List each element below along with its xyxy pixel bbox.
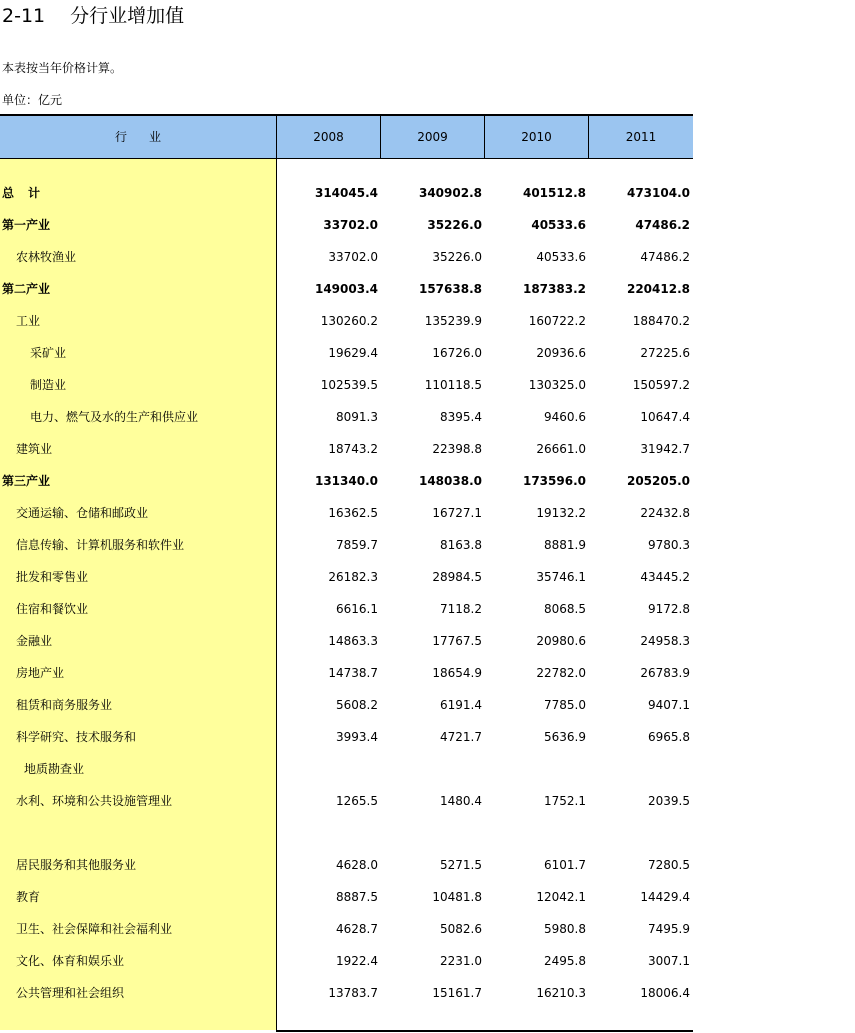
row-value: 33702.0	[328, 250, 378, 264]
table-row	[0, 657, 693, 689]
row-value: 26661.0	[536, 442, 586, 456]
row-label: 科学研究、技术服务和	[16, 730, 137, 744]
row-value: 26182.3	[328, 570, 378, 584]
row-label: 制造业	[30, 378, 67, 392]
row-value: 2231.0	[440, 954, 482, 968]
row-value: 7785.0	[544, 698, 586, 712]
row-value: 2039.5	[648, 794, 690, 808]
row-value: 22398.8	[432, 442, 482, 456]
row-value: 9407.1	[648, 698, 690, 712]
row-value: 19132.2	[536, 506, 586, 520]
row-label: 租赁和商务服务业	[16, 698, 113, 712]
row-value: 1265.5	[336, 794, 378, 808]
row-value: 31942.7	[640, 442, 690, 456]
row-value: 13783.7	[328, 986, 378, 1000]
page-title: 2-11 分行业增加值	[2, 5, 185, 27]
row-value: 10481.8	[432, 890, 482, 904]
row-value: 6965.8	[648, 730, 690, 744]
row-value: 28984.5	[432, 570, 482, 584]
row-value: 130260.2	[320, 314, 378, 328]
row-label: 房地产业	[16, 666, 65, 680]
unit-note: 单位：亿元	[2, 93, 63, 107]
row-label: 公共管理和社会组织	[16, 986, 125, 1000]
row-value: 1752.1	[544, 794, 586, 808]
row-value: 401512.8	[522, 186, 586, 200]
row-value: 8887.5	[336, 890, 378, 904]
table-row	[0, 337, 693, 369]
row-value: 4628.0	[336, 858, 378, 872]
row-value: 43445.2	[640, 570, 690, 584]
table-row	[0, 529, 693, 561]
row-label: 总计	[2, 186, 55, 200]
table-row	[0, 561, 693, 593]
row-value: 160722.2	[528, 314, 586, 328]
row-value: 5608.2	[336, 698, 378, 712]
table-row	[0, 273, 693, 305]
row-label: 居民服务和其他服务业	[16, 858, 137, 872]
row-label: 教育	[16, 890, 41, 904]
table-row	[0, 593, 693, 625]
value-added-table	[0, 114, 693, 1032]
row-value: 7280.5	[648, 858, 690, 872]
row-value: 14429.4	[640, 890, 690, 904]
header-year-2011: 2011	[588, 116, 693, 158]
row-value: 3007.1	[648, 954, 690, 968]
row-label: 批发和零售业	[16, 570, 89, 584]
row-label: 农林牧渔业	[16, 250, 77, 264]
row-label: 金融业	[16, 634, 53, 648]
row-value: 9780.3	[648, 538, 690, 552]
table-row	[0, 241, 693, 273]
table-row	[0, 465, 693, 497]
row-value: 12042.1	[536, 890, 586, 904]
row-value: 35746.1	[536, 570, 586, 584]
row-label: 文化、体育和娱乐业	[16, 954, 125, 968]
row-value: 6616.1	[336, 602, 378, 616]
table-bottom-rule	[276, 1030, 693, 1032]
row-label: 水利、环境和公共设施管理业	[16, 794, 173, 808]
row-value: 47486.2	[635, 218, 690, 232]
row-value: 148038.0	[418, 474, 482, 488]
row-value: 20980.6	[536, 634, 586, 648]
price-basis-note: 本表按当年价格计算。	[2, 61, 123, 75]
row-value: 35226.0	[427, 218, 482, 232]
row-value: 131340.0	[314, 474, 378, 488]
table-row	[0, 945, 693, 977]
row-value: 110118.5	[424, 378, 482, 392]
row-value: 17767.5	[432, 634, 482, 648]
row-label: 第三产业	[2, 474, 51, 488]
row-value: 22782.0	[536, 666, 586, 680]
table-row	[0, 849, 693, 881]
row-value: 7495.9	[648, 922, 690, 936]
row-value: 8395.4	[440, 410, 482, 424]
row-value: 5980.8	[544, 922, 586, 936]
row-value: 135239.9	[424, 314, 482, 328]
row-value: 16362.5	[328, 506, 378, 520]
header-industry: 行业	[114, 130, 183, 144]
row-value: 16210.3	[536, 986, 586, 1000]
header-year-2010: 2010	[484, 116, 588, 158]
table-row	[0, 721, 693, 753]
table-row	[0, 177, 693, 209]
row-value: 3993.4	[336, 730, 378, 744]
row-value: 19629.4	[328, 346, 378, 360]
table-row	[0, 785, 693, 817]
row-value: 20936.6	[536, 346, 586, 360]
header-year-2008: 2008	[276, 116, 380, 158]
row-label: 建筑业	[16, 442, 53, 456]
row-value: 18743.2	[328, 442, 378, 456]
table-row	[0, 305, 693, 337]
row-value: 473104.0	[626, 186, 690, 200]
row-value: 8068.5	[544, 602, 586, 616]
table-row-continuation	[0, 753, 693, 785]
row-label: 交通运输、仓储和邮政业	[16, 506, 149, 520]
row-value: 5271.5	[440, 858, 482, 872]
row-label: 第二产业	[2, 282, 51, 296]
table-row	[0, 913, 693, 945]
row-value: 14863.3	[328, 634, 378, 648]
row-value: 220412.8	[626, 282, 690, 296]
row-value: 149003.4	[314, 282, 378, 296]
row-value: 16727.1	[432, 506, 482, 520]
table-row	[0, 369, 693, 401]
row-value: 205205.0	[626, 474, 690, 488]
row-value: 173596.0	[522, 474, 586, 488]
row-value: 9460.6	[544, 410, 586, 424]
row-value: 10647.4	[640, 410, 690, 424]
row-value: 102539.5	[320, 378, 378, 392]
row-value: 130325.0	[528, 378, 586, 392]
row-value: 22432.8	[640, 506, 690, 520]
row-value: 157638.8	[418, 282, 482, 296]
row-value: 187383.2	[522, 282, 586, 296]
row-value: 14738.7	[328, 666, 378, 680]
table-row	[0, 689, 693, 721]
table-row	[0, 977, 693, 1009]
row-value: 150597.2	[632, 378, 690, 392]
row-label: 第一产业	[2, 218, 51, 232]
row-label-continuation: 地质勘查业	[24, 762, 85, 776]
row-value: 24958.3	[640, 634, 690, 648]
row-value: 40533.6	[531, 218, 586, 232]
row-label: 信息传输、计算机服务和软件业	[16, 538, 185, 552]
row-label: 采矿业	[30, 346, 67, 360]
row-value: 8091.3	[336, 410, 378, 424]
row-value: 1480.4	[440, 794, 482, 808]
row-value: 18006.4	[640, 986, 690, 1000]
table-row	[0, 433, 693, 465]
table-row	[0, 497, 693, 529]
row-value: 7859.7	[336, 538, 378, 552]
row-value: 40533.6	[536, 250, 586, 264]
row-value: 15161.7	[432, 986, 482, 1000]
row-value: 47486.2	[640, 250, 690, 264]
row-value: 188470.2	[632, 314, 690, 328]
row-value: 6191.4	[440, 698, 482, 712]
row-value: 16726.0	[432, 346, 482, 360]
row-value: 8881.9	[544, 538, 586, 552]
row-value: 8163.8	[440, 538, 482, 552]
row-value: 5082.6	[440, 922, 482, 936]
row-value: 2495.8	[544, 954, 586, 968]
row-value: 18654.9	[432, 666, 482, 680]
row-value: 6101.7	[544, 858, 586, 872]
row-label: 卫生、社会保障和社会福利业	[16, 922, 173, 936]
row-value: 26783.9	[640, 666, 690, 680]
row-value: 9172.8	[648, 602, 690, 616]
table-row	[0, 209, 693, 241]
table-row	[0, 881, 693, 913]
row-value: 1922.4	[336, 954, 378, 968]
row-value: 340902.8	[418, 186, 482, 200]
table-row	[0, 401, 693, 433]
row-value: 314045.4	[314, 186, 378, 200]
row-value: 5636.9	[544, 730, 586, 744]
row-value: 7118.2	[440, 602, 482, 616]
row-value: 4628.7	[336, 922, 378, 936]
row-label: 住宿和餐饮业	[16, 602, 89, 616]
header-year-2009: 2009	[380, 116, 484, 158]
row-value: 35226.0	[432, 250, 482, 264]
row-value: 33702.0	[323, 218, 378, 232]
row-label: 工业	[16, 314, 41, 328]
table-row	[0, 625, 693, 657]
row-value: 27225.6	[640, 346, 690, 360]
row-value: 4721.7	[440, 730, 482, 744]
row-label: 电力、燃气及水的生产和供应业	[30, 410, 199, 424]
